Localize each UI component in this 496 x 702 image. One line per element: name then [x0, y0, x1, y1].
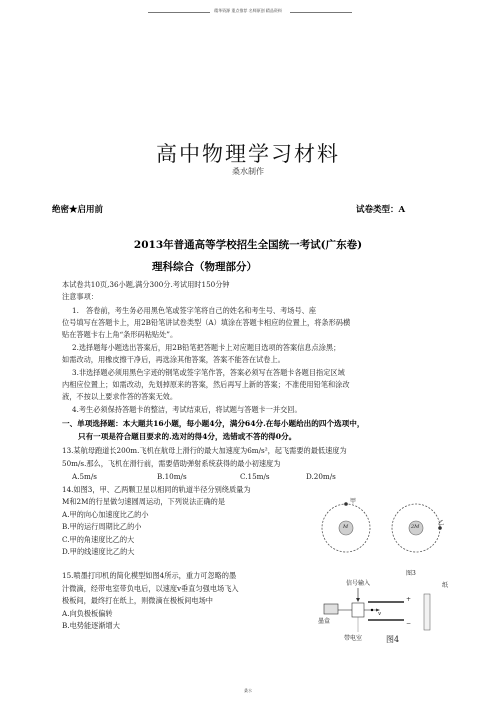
satellite-jia [344, 502, 348, 506]
page-title: 高中物理学习材料 [156, 142, 340, 166]
q14-stem: 14.如图3，甲、乙两颗卫星以相同的轨道半径分别绕质量为 [62, 485, 251, 494]
label-ink-box: 墨盒 [318, 618, 331, 625]
q14-option-c: C.甲的角速度比乙的大 [62, 535, 135, 544]
exam-title: 2013年普通高等学校招生全国统一考试(广东卷) [133, 239, 363, 251]
q13-stem: 13.某航母跑道长200m.飞机在航母上滑行的最大加速度为6m/s²，起飞需要的最低速度为 [62, 446, 347, 455]
label-signal: 信号输入 [346, 580, 371, 587]
label-mass-2m: 2M [411, 524, 420, 530]
note-line: 4.考生必须保持答题卡的整洁，考试结束后，将试题与答题卡一并交回。 [72, 405, 302, 414]
paper-type: 试卷类型：A [356, 205, 406, 215]
section-heading: 一、单项选择题：本大题共16小题，每小题4分，满分64分.在每小题给出的四个选项中， [62, 419, 365, 428]
exam-subtitle: 理科综合（物理部分） [152, 261, 257, 273]
q13-option-a: A.5m/s [72, 472, 97, 481]
label-paper: 纸 [442, 582, 449, 589]
label-minus: − [406, 620, 412, 627]
q13-option-c: C.15m/s [240, 472, 270, 481]
label-jia: 甲 [350, 498, 357, 505]
q13-stem-cont: 50m/s.那么，飞机在滑行前，需要借助弹射系统获得的最小初速度为 [62, 459, 281, 468]
label-plus: + [406, 596, 412, 603]
section-heading-cont: 只有一项是符合题目要求的.选对的得4分，选错或不答的得0分。 [78, 432, 297, 441]
note-line: 液，不按以上要求作答的答案无效。 [62, 392, 178, 401]
q15-option-b: B.电势能逐渐增大 [62, 621, 120, 630]
q13-option-b: B.10m/s [157, 472, 187, 481]
label-charge-room: 带电室 [344, 635, 363, 642]
q14-option-d: D.甲的线速度比乙的大 [62, 547, 135, 556]
q14-option-a: A.甲的向心加速度比乙的小 [62, 510, 149, 519]
header-text: 精华资源 重点推荐 名师原创 精品资料 [214, 8, 282, 13]
footer-text: 桑水 [244, 688, 252, 693]
q14-option-b: B.甲的运行周期比乙的小 [62, 522, 142, 531]
figure-3 [306, 496, 446, 564]
note-line: 如需改动，用橡皮擦干净后，再选涂其他答案，答案不能答在试卷上。 [62, 355, 285, 364]
note-line: 2.选择题每小题选出答案后，用2B铅笔把答题卡上对应题目选项的答案信息点涂黑； [72, 343, 341, 352]
label-mass-m: M [343, 524, 349, 530]
note-line: 内相应位置上；如需改动，先划掉原来的答案，然后再写上新的答案；不准使用铅笔和涂改 [62, 380, 350, 389]
secret-label: 绝密★启用前 [52, 205, 104, 215]
note-line: 位号填写在答题卡上，用2B铅笔讲试卷类型（A）填涂在答题卡相应的位置上，将条形码横 [62, 318, 351, 327]
note-line: 贴在答题卡右上角“条形码粘贴处”。 [62, 330, 178, 339]
figure-3-caption: 图3 [406, 570, 416, 577]
figure-4-caption: 图4 [386, 635, 400, 644]
label-yi: 乙 [438, 520, 445, 527]
author: 桑水制作 [232, 167, 264, 176]
orbit-diagram [306, 496, 446, 564]
q15-option-a: A.向负极板偏转 [62, 609, 113, 618]
q15-stem-cont2: 极板间，最终打在纸上，则微滴在极板间电场中 [62, 596, 213, 605]
figure-4 [306, 576, 456, 672]
exam-info: 本试卷共10页,36小题,满分300分.考试用时150分钟 [62, 280, 230, 289]
q15-stem-cont: 汁微滴，经带电室带负电后，以速度v垂直匀强电场飞入 [62, 584, 239, 593]
q15-stem: 15.喷墨打印机的简化模型如图4所示，重力可忽略的墨 [62, 571, 237, 580]
q13-option-d: D.20m/s [306, 472, 336, 481]
note-line: 3.非选择题必须用黑色字迹的钢笔或签字笔作答，答案必须写在答题卡各题目指定区域 [72, 368, 345, 377]
q14-stem-cont: M和2M的行星做匀速圆周运动，下列说法正确的是 [62, 497, 226, 506]
note-line: 1. 答卷前，考生务必用黑色笔或签字笔将自己的姓名和考生号、考场号、座 [72, 306, 317, 315]
label-v: v [378, 611, 382, 617]
notes-heading: 注意事项： [62, 292, 98, 301]
